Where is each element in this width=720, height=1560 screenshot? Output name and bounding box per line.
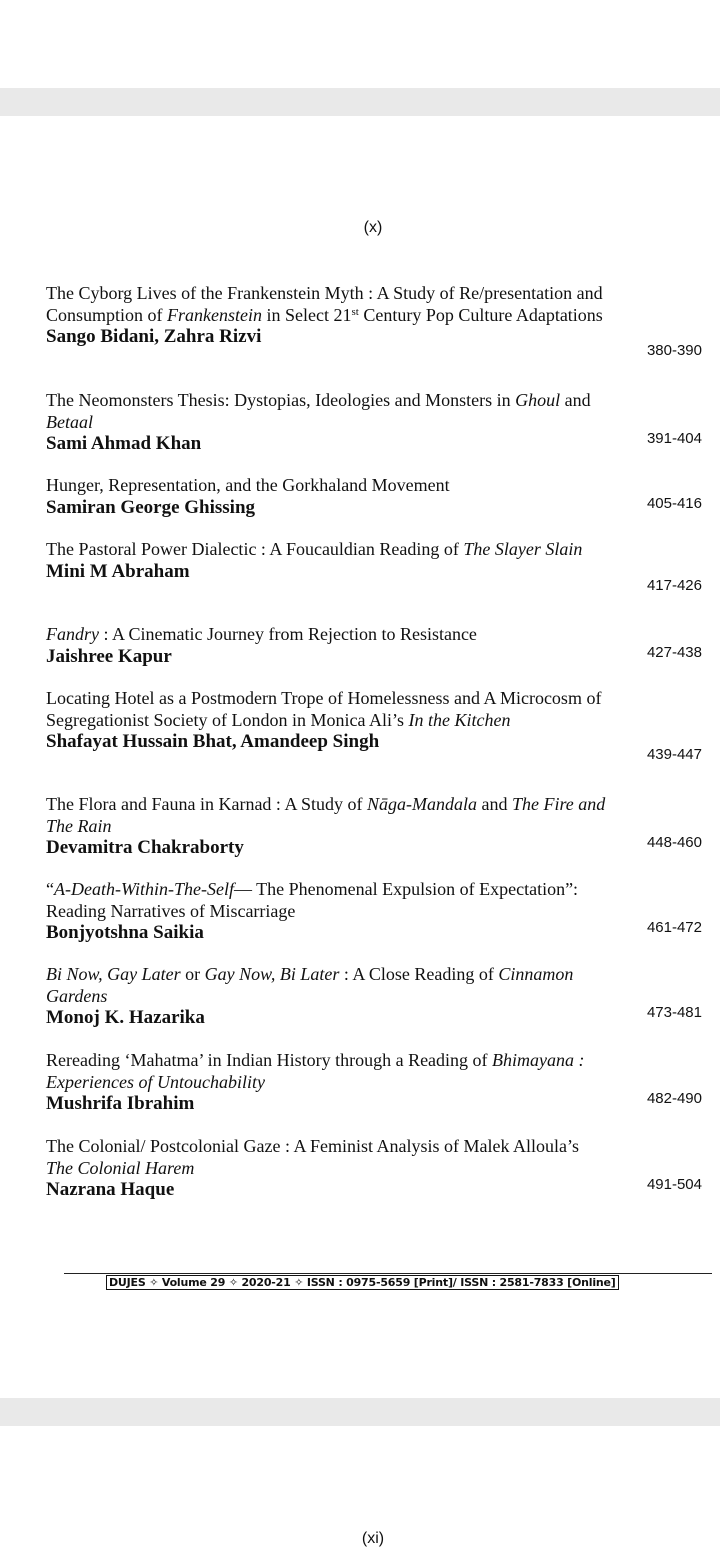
entry-authors: Sami Ahmad Khan — [46, 433, 202, 454]
toc-entry — [46, 688, 720, 763]
title-segment: In the Kitchen — [408, 709, 511, 730]
entry-title — [46, 475, 606, 497]
toc-entry — [46, 475, 720, 519]
title-segment: Gay Now, Bi Later — [204, 964, 340, 984]
entry-authors: Nazrana Haque — [46, 1179, 175, 1200]
entry-authors: Bonjyotshna Saikia — [46, 922, 204, 943]
title-segment: st — [351, 305, 359, 318]
toc-entry — [46, 879, 720, 944]
entry-pages: 391-404 — [646, 430, 702, 447]
entry-pages: 448-460 — [646, 834, 702, 851]
title-segment: Rereading ‘Mahatma’ in Indian History through a Reading of — [46, 1050, 493, 1070]
entry-title — [46, 283, 606, 326]
entry-authors: Jaishree Kapur — [46, 645, 172, 667]
title-segment: The Slayer Slain — [463, 539, 583, 559]
entry-authors: Sango Bidani, Zahra Rizvi — [46, 326, 262, 347]
entry-title — [46, 794, 606, 837]
title-segment: The Neomonsters Thesis: Dystopias, Ideologies and Monsters in — [46, 390, 516, 410]
title-segment: Betaal — [46, 411, 93, 432]
next-page-number: (xi) — [361, 1530, 385, 1547]
title-segment: Locating Hotel as a Postmodern Trope of Homelessness and A Microcosm of Segregationist Society of London in Monica Ali’s — [46, 688, 602, 730]
previous-page-bottom — [0, 0, 720, 88]
entry-pages: 482-490 — [646, 1090, 702, 1107]
title-segment: Cinnamon Gardens — [46, 964, 574, 1006]
title-segment: Ghoul — [515, 390, 561, 410]
title-segment: Frankenstein — [167, 304, 262, 325]
title-segment: and — [560, 390, 591, 410]
title-segment: Bhimayana : Experiences of Untouchability — [46, 1050, 585, 1092]
title-segment: The Colonial/ Postcolonial Gaze : A Feminist Analysis of Malek Alloula’s — [46, 1136, 579, 1156]
entry-title — [46, 539, 606, 561]
title-segment: Nāga-Mandala — [366, 794, 477, 814]
entry-pages: 417-426 — [646, 577, 702, 594]
toc-entry — [46, 794, 720, 859]
entry-authors: Shafayat Hussain Bhat, Amandeep Singh — [46, 731, 380, 752]
title-segment: Bi Now, Gay Later — [46, 964, 181, 984]
title-segment: The Pastoral Power Dialectic : A Foucauldian Reading of — [46, 539, 464, 559]
toc-entry — [46, 1050, 720, 1115]
toc-entry — [46, 390, 720, 455]
title-segment: The Fire and The Rain — [46, 794, 606, 836]
entry-title — [46, 879, 606, 922]
title-segment: Fandry — [46, 624, 99, 644]
entry-title — [46, 964, 606, 1007]
entry-pages: 473-481 — [646, 1004, 702, 1021]
entry-pages: 439-447 — [646, 746, 702, 763]
toc-entry — [46, 964, 720, 1029]
title-segment: The Flora and Fauna in Karnad : A Study of — [46, 794, 367, 814]
entry-title — [46, 1136, 606, 1179]
entry-authors: Mini M Abraham — [46, 560, 190, 582]
next-page-top — [0, 1426, 720, 1560]
entry-pages: 405-416 — [646, 495, 702, 512]
toc-entry — [46, 283, 720, 359]
title-segment: or — [180, 964, 205, 984]
entry-authors: Samiran George Ghissing — [46, 496, 256, 518]
title-segment: : A Cinematic Journey from Rejection to Resistance — [99, 624, 477, 644]
entry-pages: 427-438 — [646, 644, 702, 661]
entry-pages: 380-390 — [646, 342, 702, 359]
title-segment: Century Pop Culture Adaptations — [358, 304, 603, 325]
document-page — [0, 116, 720, 1398]
title-segment: “ — [46, 879, 54, 899]
page-number: (x) — [363, 219, 383, 236]
toc-entry — [46, 624, 720, 668]
entry-pages: 491-504 — [646, 1176, 702, 1193]
entry-title — [46, 390, 606, 433]
entry-authors: Mushrifa Ibrahim — [46, 1093, 195, 1114]
toc-entry — [46, 539, 720, 594]
title-segment: in Select 21 — [262, 304, 352, 325]
toc-entry — [46, 1136, 720, 1201]
title-segment: A-Death-Within-The-Self — [54, 879, 234, 899]
title-segment: and — [476, 794, 512, 814]
title-segment: Hunger, Representation, and the Gorkhaland Movement — [46, 475, 450, 495]
footer-rule — [64, 1273, 712, 1274]
entry-title — [46, 688, 606, 731]
entry-title — [46, 624, 606, 646]
journal-footer: DUJES ✧ Volume 29 ✧ 2020-21 ✧ ISSN : 0975-5659 [Print]/ ISSN : 2581-7833 [Online] — [106, 1275, 619, 1290]
title-segment: : A Close Reading of — [339, 964, 499, 984]
title-segment: — The Phenomenal Expulsion of Expectation”: Reading Narratives of Miscarriage — [46, 879, 579, 921]
entry-authors: Monoj K. Hazarika — [46, 1007, 205, 1028]
entry-title — [46, 1050, 606, 1093]
entry-pages: 461-472 — [646, 919, 702, 936]
entry-authors: Devamitra Chakraborty — [46, 837, 244, 858]
title-segment: The Cyborg Lives of the Frankenstein Myth : A Study of Re/presentation and Consumption of — [46, 283, 603, 325]
title-segment: The Colonial Harem — [46, 1157, 195, 1178]
